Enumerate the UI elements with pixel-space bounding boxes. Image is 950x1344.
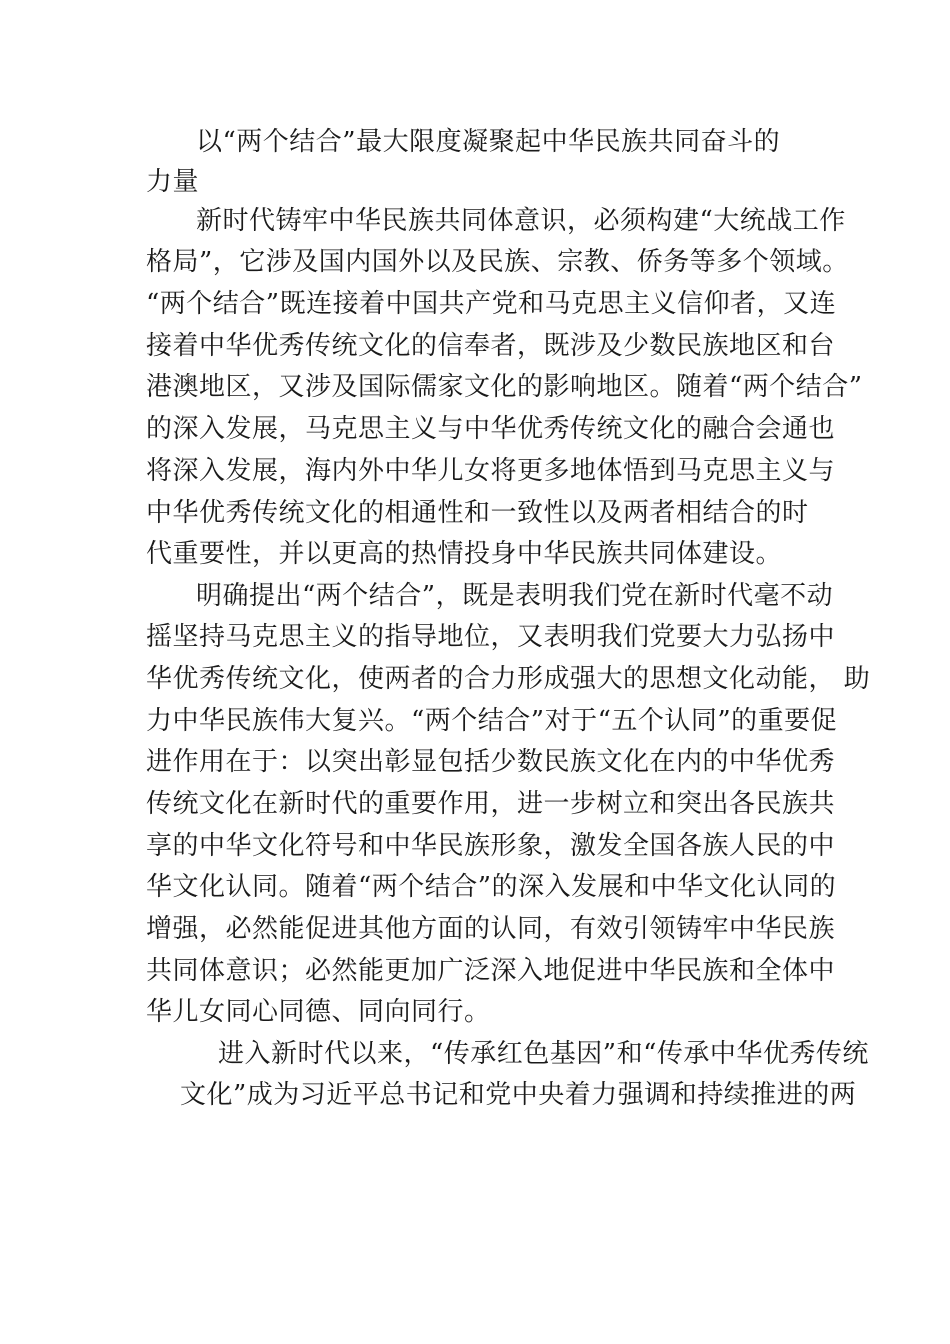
title-line: 以“两个结合”最大限度凝聚起中华民族共同奋斗的 [196,127,781,157]
paragraph-line: 进作用在于：以突出彰显包括少数民族文化在内的中华优秀 [146,747,836,777]
paragraph-line: 力中华民族伟大复兴。“两个结合”对于“五个认同”的重要促 [146,706,838,736]
paragraph-line: 增强，必然能促进其他方面的认同，有效引领铸牢中华民族 [146,914,836,944]
paragraph-line: 华儿女同心同德、同向同行。 [146,997,491,1027]
paragraph-line: 文化”成为习近平总书记和党中央着力强调和持续推进的两 [180,1080,857,1110]
paragraph-line: 华文化认同。随着“两个结合”的深入发展和中华文化认同的 [146,872,837,902]
paragraph-line: 接着中华优秀传统文化的信奉者，既涉及少数民族地区和台 [146,331,836,361]
paragraph-line: 的深入发展，马克思主义与中华优秀传统文化的融合会通也 [146,414,836,444]
paragraph-line: 代重要性，并以更高的热情投身中华民族共同体建设。 [146,539,783,569]
paragraph-line: 进入新时代以来，“传承红色基因”和“传承中华优秀传统 [218,1039,869,1069]
paragraph-line: 中华优秀传统文化的相通性和一致性以及两者相结合的时 [146,498,809,528]
paragraph-line: 摇坚持马克思主义的指导地位，又表明我们党要大力弘扬中 [146,622,836,652]
paragraph-line: 华优秀传统文化，使两者的合力形成强大的思想文化动能， 助 [146,664,871,694]
paragraph-line: 将深入发展，海内外中华儿女将更多地体悟到马克思主义与 [146,456,836,486]
paragraph-line: “两个结合”既连接着中国共产党和马克思主义信仰者，又连 [146,289,837,319]
paragraph-line: 新时代铸牢中华民族共同体意识，必须构建“大统战工作 [196,206,846,236]
paragraph-line: 共同体意识；必然能更加广泛深入地促进中华民族和全体中 [146,956,836,986]
paragraph-line: 港澳地区，又涉及国际儒家文化的影响地区。随着“两个结合” [146,372,863,402]
title-line: 力量 [146,167,200,197]
paragraph-line: 享的中华文化符号和中华民族形象，激发全国各族人民的中 [146,831,836,861]
paragraph-line: 明确提出“两个结合”，既是表明我们党在新时代毫不动 [196,581,834,611]
paragraph-line: 格局”，它涉及国内国外以及民族、宗教、侨务等多个领域。 [146,247,849,277]
paragraph-line: 传统文化在新时代的重要作用，进一步树立和突出各民族共 [146,789,836,819]
